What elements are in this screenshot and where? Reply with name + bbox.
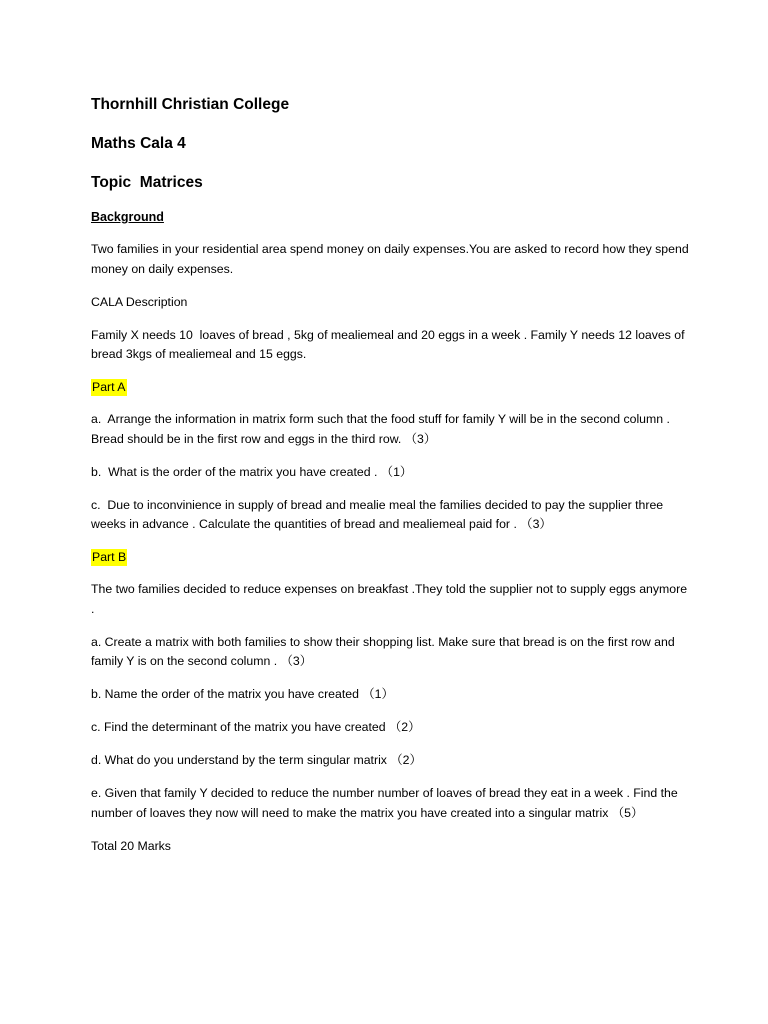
school-name: Thornhill Christian College xyxy=(91,96,290,113)
part-b-question-a: a. Create a matrix with both families to show their shopping list. Make sure that bread is on the first row and family Y is on the second column . （3） xyxy=(91,634,675,668)
part-a-question-b: b. What is the order of the matrix you have created . （1） xyxy=(91,464,413,479)
document-content xyxy=(91,94,691,870)
part-a-question-a: a. Arrange the information in matrix form such that the food stuff for family Y will be in the second column . Bread should be in the first row and eggs in the third row. （3） xyxy=(91,412,674,446)
subject-title: Maths Cala 4 xyxy=(91,135,186,152)
part-b-label-wrap xyxy=(91,548,691,580)
part-a-question-c: c. Due to inconvinience in supply of bread and mealie meal the families decided to pay the supplier three weeks in advance . Calculate the quantities of bread and mealiemeal paid for . （3） xyxy=(91,497,667,531)
part-b-question-d: d. What do you understand by the term singular matrix （2） xyxy=(91,753,422,767)
part-b-intro: The two families decided to reduce expenses on breakfast .They told the supplier not to supply eggs anymore . xyxy=(91,582,688,616)
background-text: Two families in your residential area spend money on daily expenses.You are asked to record how they spend money on daily expenses. xyxy=(91,242,689,276)
total-marks: Total 20 Marks xyxy=(91,838,171,853)
part-b-question-e: e. Given that family Y decided to reduce the number number of loaves of bread they eat in a week . Find the number of loaves they now will need to make the matrix you have created into a singular matrix （5） xyxy=(91,786,678,820)
part-a-label: Part A xyxy=(92,380,126,394)
part-a-label-wrap xyxy=(91,378,691,410)
description-text: Family X needs 10 loaves of bread , 5kg of mealiemeal and 20 eggs in a week . Family Y needs 12 loaves of bread 3kgs of mealiemeal and 15 eggs. xyxy=(91,327,688,361)
part-b-question-b: b. Name the order of the matrix you have created （1） xyxy=(91,687,394,701)
background-heading: Background xyxy=(91,210,164,224)
topic-title: Topic Matrices xyxy=(91,174,203,191)
part-b-question-c: c. Find the determinant of the matrix you have created （2） xyxy=(91,720,421,734)
cala-description-label: CALA Description xyxy=(91,294,188,309)
part-b-label: Part B xyxy=(92,550,127,564)
